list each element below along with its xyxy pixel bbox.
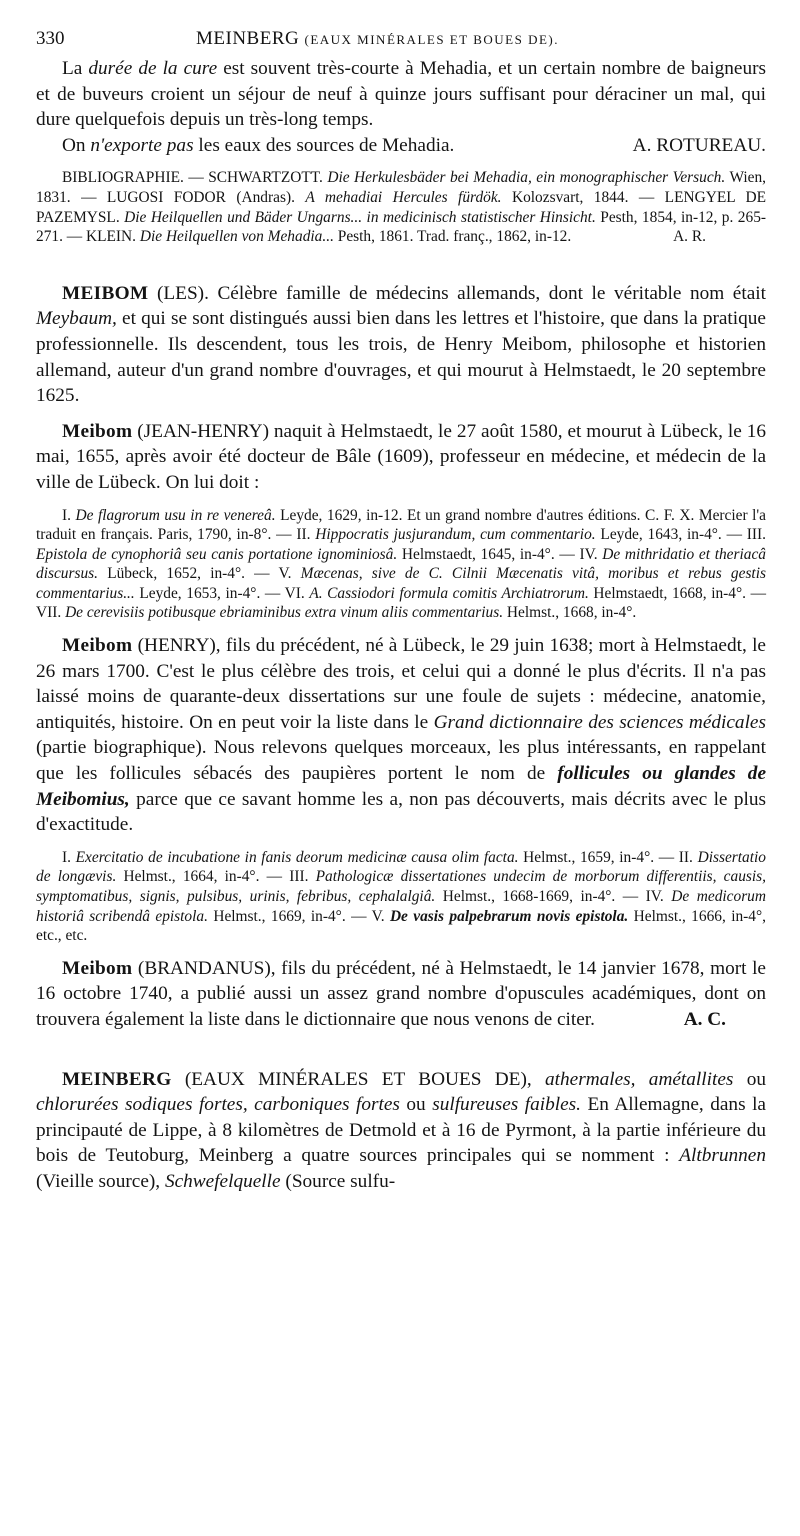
text: Helmstaedt, 1668, in-4°. — VII.: [36, 584, 766, 622]
italic-text: De vasis palpebrarum novis epistola.: [389, 907, 629, 925]
italic-text: Dissertatio de longævis.: [36, 848, 766, 886]
meibom-jean-henry-paragraph: [36, 419, 766, 496]
italic-text: athermales, amétallites: [531, 1068, 734, 1090]
bibliography-label: BIBLIOGRAPHIE.: [62, 169, 184, 187]
italic-text: Mæcenas, sive de C. Cilnii Mæcenatis vitâ, moribus et rebus gestis commentarius...: [36, 565, 766, 602]
author-signature: A. R.: [673, 228, 706, 246]
person-name: (BRANDANUS),: [132, 957, 276, 979]
author-signature: A. ROTUREAU.: [632, 134, 766, 156]
entry-subheading: Meibom: [62, 635, 133, 657]
italic-text: chlorurées sodiques fortes, carboniques fortes: [36, 1094, 400, 1116]
text: fils du précédent, né à Lübeck, le 29 juin 1638; mort à Helmstaedt, le 26 mars 1700. C'est le plus célèbre des trois, et celui qui a donné le plus d'écrits. Il n'a pas laissé moins de quarante-deux dissertations sur une foule de sujets : médecine, anatomie, antiquités, histoire. On en peut voir la liste dans le: [36, 635, 766, 733]
text: Helmst., 1659, in-4°. — II.: [518, 848, 698, 866]
italic-text: De flagrorum usu in re venereâ.: [75, 506, 276, 524]
author-signature: A. C.: [683, 1008, 726, 1030]
text: — SCHWARTZOTT.: [183, 169, 328, 187]
text: fils du précédent, né à Helmstaedt, le 14 janvier 1678, mort le 16 octobre 1740, a publié aussi un assez grand nombre d'opuscules académiques, dont on trouvera également la liste dans le dictionnaire que nous venons de citer.: [36, 957, 766, 1030]
meibom-intro-paragraph: [36, 281, 766, 409]
text: I.: [62, 506, 76, 524]
henry-works: [36, 848, 766, 946]
italic-text: Exercitatio de incubatione in fanis deorum medicinæ causa olim facta.: [75, 848, 519, 866]
text: et qui se sont distingués aussi bien dans les lettres et l'histoire, que dans la pratique professionnelle. Ils descendent, tous les trois, de Henry Meibom, philosophe et historien allemand, auteur d'un grand nombre d'ouvrages, et qui mourut à Helmstaedt, le 20 septembre 1625.: [36, 308, 766, 407]
bibliography-paragraph: [36, 168, 766, 246]
person-name: (HENRY),: [132, 635, 221, 657]
person-name: (JEAN-HENRY): [132, 420, 269, 442]
text: Helmst., 1668-1669, in-4°. — IV.: [435, 888, 672, 905]
italic-text: De mithridatio et theriacâ discursus.: [36, 545, 766, 583]
text: (partie biographique). Nous relevons quelques morceaux, les plus intéressants, en rappelant que les follicules sébacés des paupières portent le nom de: [36, 737, 766, 785]
italic-text: Schwefelquelle: [164, 1170, 281, 1192]
mehadia-export-paragraph: [36, 133, 766, 159]
page-header: [36, 28, 766, 50]
mehadia-cure-paragraph: [36, 56, 766, 133]
text: les eaux des sources de Mehadia.: [193, 134, 455, 156]
italic-text: Die Herkulesbäder bei Mehadia, ein monographischer Versuch.: [327, 169, 726, 187]
text: I.: [62, 848, 76, 866]
text: ou: [399, 1094, 433, 1116]
text: Lübeck, 1652, in-4°. — V.: [98, 565, 301, 583]
text: ou: [733, 1068, 767, 1090]
entry-heading-sub: (LES).: [148, 282, 209, 304]
running-title: [196, 28, 559, 50]
text: Wien, 1831. — LUGOSI FODOR (Andras).: [36, 169, 766, 206]
italic-text: Grand dictionnaire des sciences médicales: [433, 711, 766, 733]
text: Helmst., 1668, in-4°.: [503, 604, 637, 622]
meibom-brandanus-paragraph: [36, 956, 766, 1033]
italic-text: follicules ou glandes de Meibomius,: [36, 763, 766, 810]
entry-heading: MEINBERG: [62, 1068, 172, 1090]
text: La: [62, 58, 89, 79]
text: Helmst., 1666, in-4°, etc., etc.: [36, 907, 766, 945]
text: Helmst., 1669, in-4°. — V.: [207, 907, 390, 925]
italic-text: Pathologicæ dissertationes undecim de morborum differentiis, causis, symptomatibus, signis, pulsibus, urinis, febribus, cephalalgiâ.: [36, 868, 767, 905]
italic-text: Meybaum,: [36, 308, 117, 330]
entry-subheading: Meibom: [62, 957, 133, 979]
text: Kolozsvart, 1844. — LENGYEL DE PAZEMYSL.: [36, 188, 767, 226]
meinberg-paragraph: [36, 1067, 766, 1195]
entry-heading-sub: (EAUX MINÉRALES ET BOUES DE),: [171, 1068, 532, 1090]
italic-text: durée de la cure: [88, 58, 218, 79]
text: (Source sulfu-: [280, 1170, 396, 1192]
italic-text: sulfureuses faibles.: [432, 1094, 581, 1116]
italic-text: Hippocratis jusjurandum, cum commentario.: [315, 526, 596, 544]
text: (Vieille source),: [36, 1170, 165, 1192]
text: Pesth, 1861. Trad. franç., 1862, in-12.: [333, 228, 572, 246]
text: est souvent très-courte à Mehadia, et un certain nombre de baigneurs et de buveurs croient un séjour de neuf à quinze jours suffisant pour déraciner un mal, qui dure quelquefois depuis un très-long temps.: [36, 58, 767, 131]
jean-henry-works: [36, 506, 766, 624]
italic-text: Altbrunnen: [679, 1145, 766, 1167]
entry-heading: MEIBOM: [62, 282, 149, 304]
text: On: [62, 134, 91, 156]
text: Leyde, 1653, in-4°. — VI.: [134, 584, 310, 602]
text: Leyde, 1643, in-4°. — III.: [595, 526, 767, 544]
italic-text: De medicorum historiâ scribendâ epistola.: [36, 888, 766, 925]
page-number: 330: [36, 28, 65, 49]
text: Pesth, 1854, in-12, p. 265-271. — KLEIN.: [36, 208, 767, 246]
italic-text: A. Cassiodori formula comitis Archiatrorum.: [309, 584, 589, 602]
text: Helmst., 1664, in-4°. — III.: [116, 868, 316, 886]
running-title-sub: (EAUX MINÉRALES ET BOUES DE).: [304, 32, 559, 47]
text: Leyde, 1629, in-12. Et un grand nombre d'autres éditions. C. F. X. Mercier l'a traduit en français. Paris, 1790, in-8°. — II.: [36, 506, 767, 544]
italic-text: De cerevisiis potibusque ebriaminibus extra vinum aliis commentarius.: [65, 604, 504, 622]
entry-subheading: Meibom: [62, 420, 133, 442]
italic-text: Die Heilquellen und Bäder Ungarns... in medicinisch statistischer Hinsicht.: [124, 208, 596, 226]
meibom-henry-paragraph: [36, 633, 766, 838]
italic-text: A mehadiai Hercules fürdök.: [305, 188, 502, 206]
italic-text: Epistola de cynophoriâ seu canis portatione ignominiosâ.: [36, 545, 398, 563]
text: naquit à Helmstaedt, le 27 août 1580, et mourut à Lübeck, le 16 mai, 1655, après avoir été docteur de Bâle (1609), professeur en médecine, et médecin de la ville de Lübeck. On lui doit :: [36, 420, 766, 493]
text: Célèbre famille de médecins allemands, dont le véritable nom était: [208, 282, 766, 304]
italic-text: n'exporte pas: [90, 134, 194, 156]
running-title-main: MEINBERG: [196, 28, 300, 49]
text: En Allemagne, dans la principauté de Lippe, à 8 kilomètres de Detmold et à 16 de Pyrmont, à la partie inférieure du bois de Teutoburg, Meinberg a quatre sources principales qui se nomment :: [36, 1094, 766, 1167]
text: parce que ce savant homme les a, non pas découverts, mais décrits avec le plus d'exactitude.: [36, 788, 766, 836]
text: Helmstaedt, 1645, in-4°. — IV.: [397, 545, 603, 563]
italic-text: Die Heilquellen von Mehadia...: [139, 228, 334, 246]
